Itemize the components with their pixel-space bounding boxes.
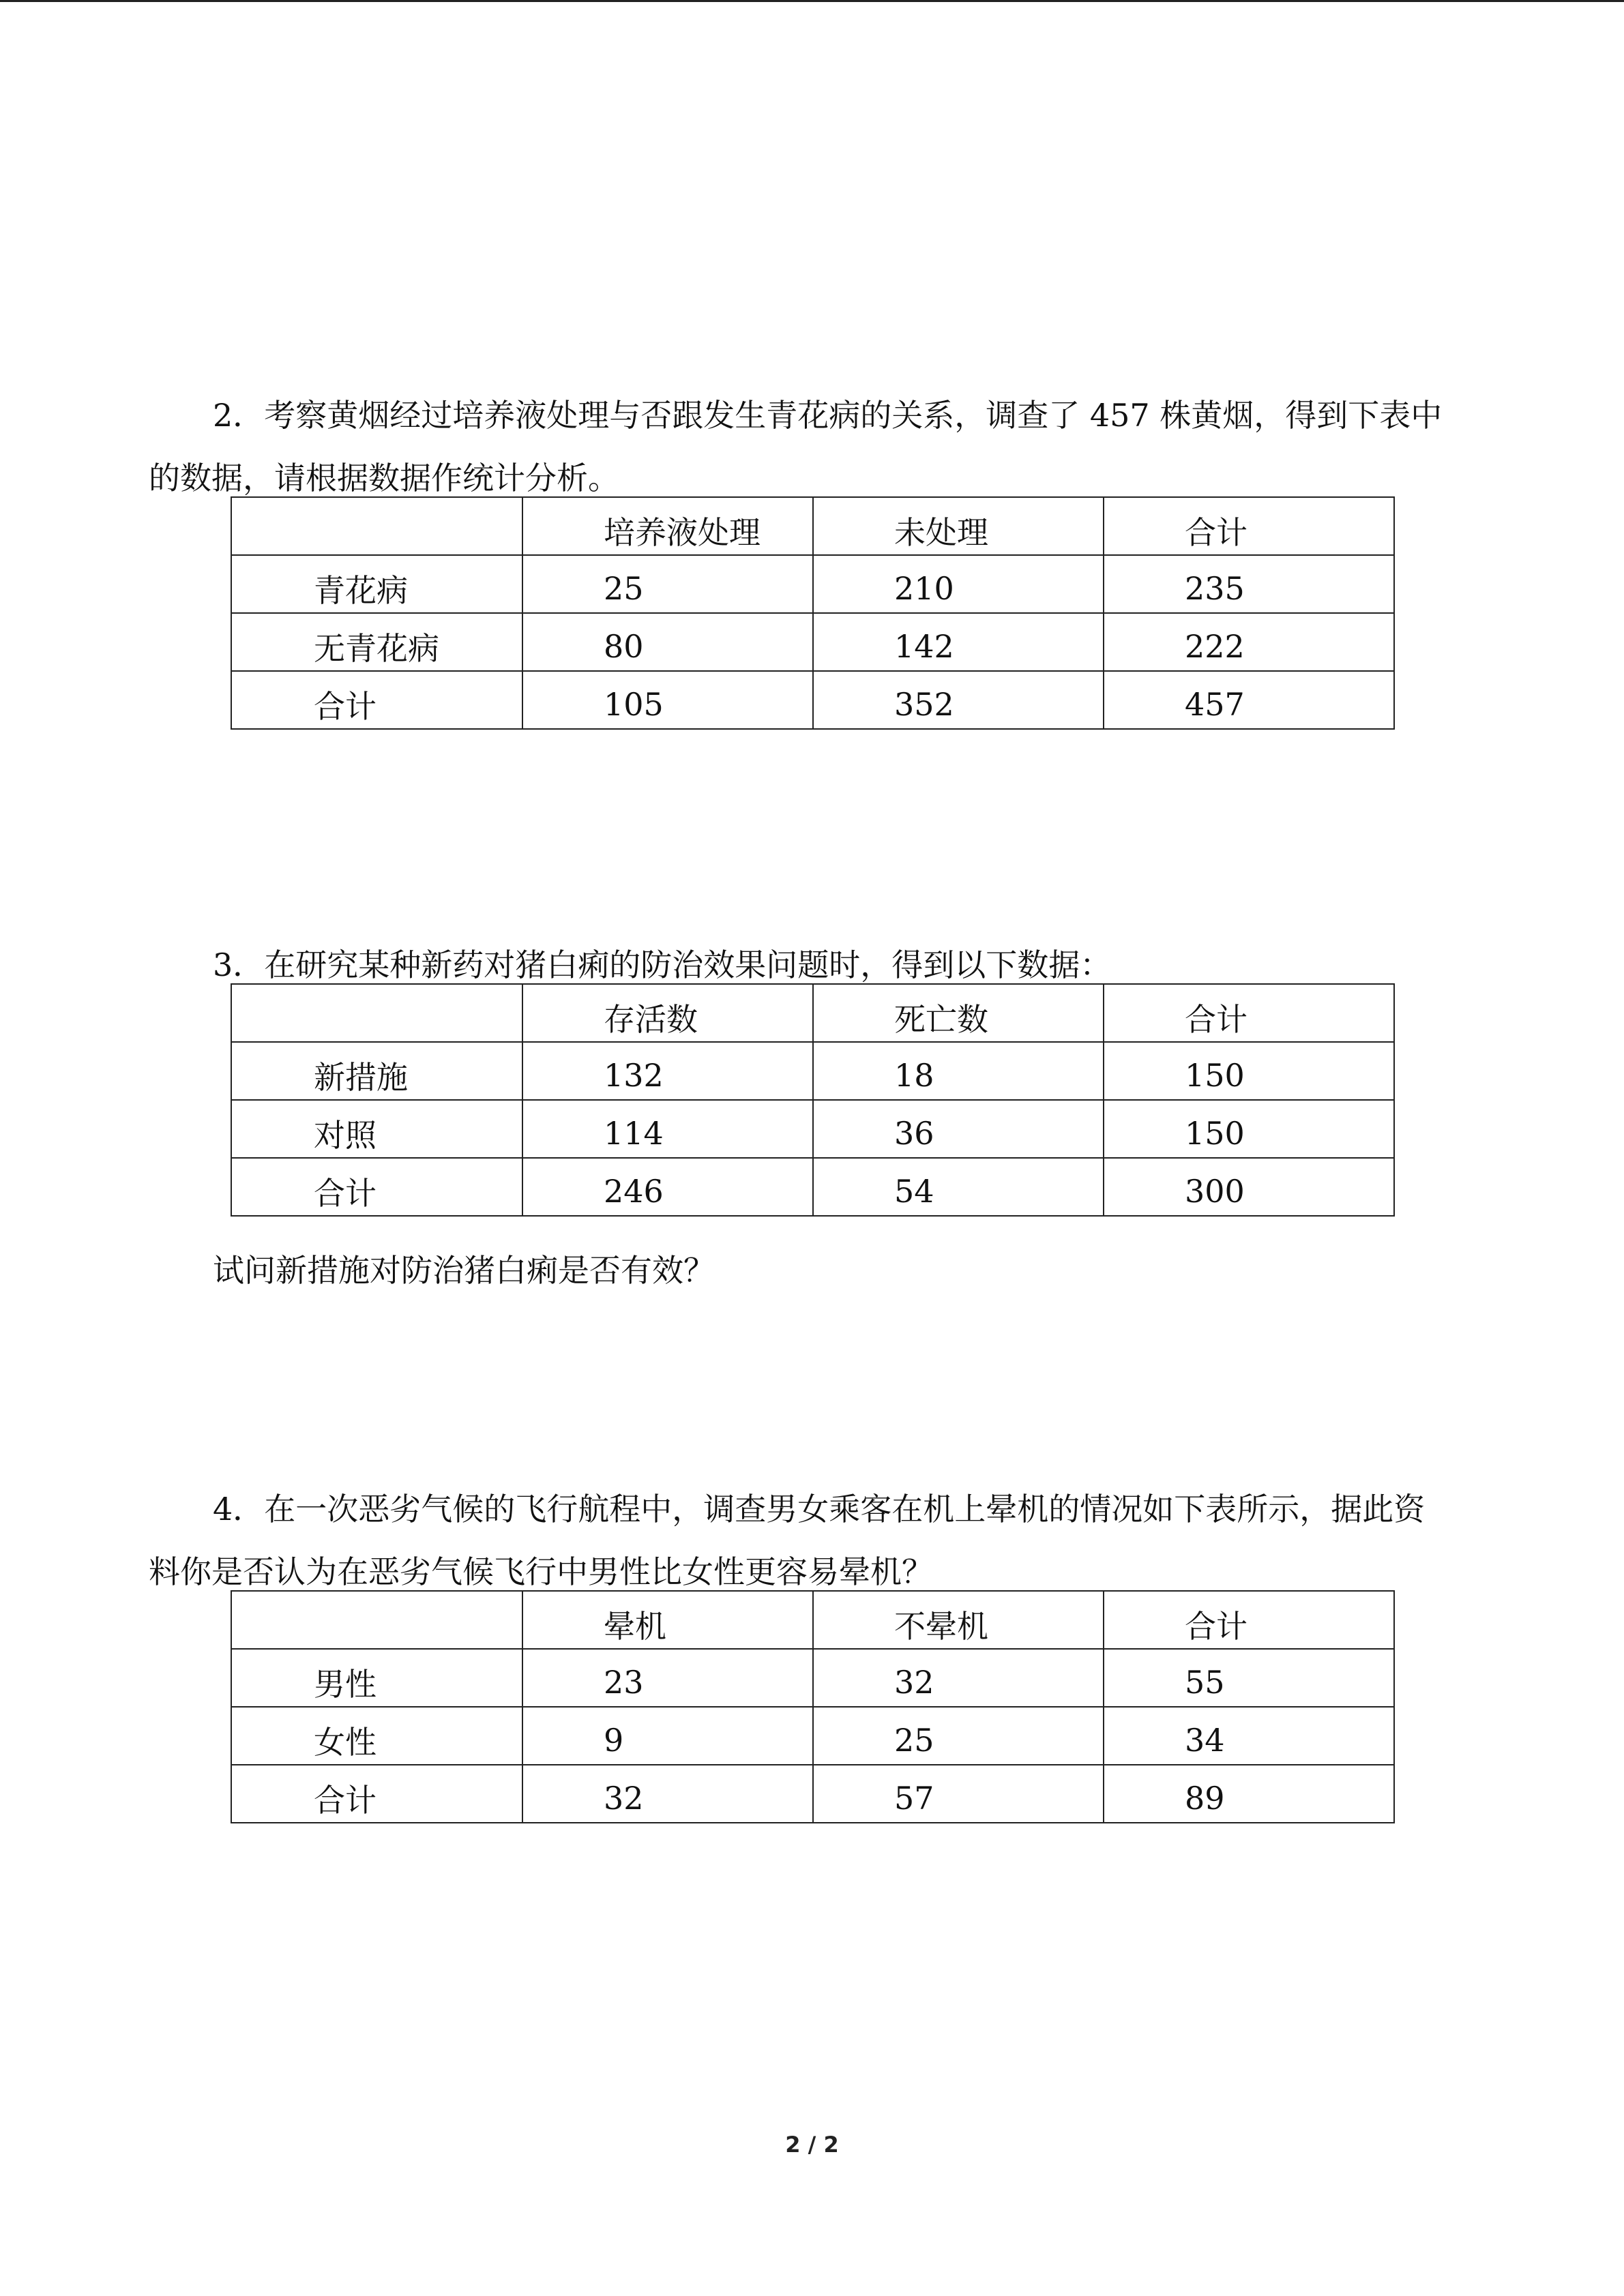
table-cell: 32	[813, 1649, 1104, 1707]
table-cell: 89	[1104, 1765, 1394, 1823]
table-cell: 55	[1104, 1649, 1394, 1707]
table-cell: 150	[1104, 1042, 1394, 1100]
table-header-cell: 培养液处理	[522, 497, 813, 555]
table-header-cell: 未处理	[813, 497, 1104, 555]
table-cell: 32	[522, 1765, 813, 1823]
table-cell: 352	[813, 671, 1104, 729]
table-cell: 105	[522, 671, 813, 729]
table-cell: 80	[522, 613, 813, 671]
table-header-cell: 合计	[1104, 497, 1394, 555]
table-cell: 114	[522, 1100, 813, 1158]
row-label-cell: 合计	[231, 671, 522, 729]
table-header-cell: 死亡数	[813, 984, 1104, 1042]
q3-text-line-1: 3．在研究某种新药对猪白痢的防治效果问题时，得到以下数据：	[213, 946, 1112, 983]
table-cell: 57	[813, 1765, 1104, 1823]
table-header-row	[231, 984, 1394, 1042]
row-label-cell: 对照	[231, 1100, 522, 1158]
q3-question: 试问新措施对防治猪白痢是否有效？	[213, 1252, 715, 1289]
table-row	[231, 1649, 1394, 1707]
row-label-cell: 无青花病	[231, 613, 522, 671]
row-label-cell: 青花病	[231, 555, 522, 613]
q4-table	[231, 1590, 1395, 1823]
table-cell: 457	[1104, 671, 1394, 729]
q4-text-line-1: 4．在一次恶劣气候的飞行航程中，调查男女乘客在机上晕机的情况如下表所示，据此资	[213, 1491, 1426, 1527]
q2-text-line-1: 2．考察黄烟经过培养液处理与否跟发生青花病的关系，调查了 457 株黄烟，得到下表中	[213, 397, 1443, 434]
row-label-cell: 女性	[231, 1707, 522, 1765]
row-label-cell: 男性	[231, 1649, 522, 1707]
table-header-row	[231, 497, 1394, 555]
table-header-row	[231, 1591, 1394, 1649]
q4-text-line-2: 料你是否认为在恶劣气候飞行中男性比女性更容易晕机？	[149, 1553, 933, 1590]
table-cell: 132	[522, 1042, 813, 1100]
table-header-cell	[231, 1591, 522, 1649]
row-label-cell: 合计	[231, 1765, 522, 1823]
table-row	[231, 555, 1394, 613]
table-row	[231, 1158, 1394, 1216]
table-cell: 34	[1104, 1707, 1394, 1765]
table-cell: 300	[1104, 1158, 1394, 1216]
table-header-cell: 合计	[1104, 1591, 1394, 1649]
table-cell: 222	[1104, 613, 1394, 671]
table-row	[231, 613, 1394, 671]
table-cell: 23	[522, 1649, 813, 1707]
table-row	[231, 1707, 1394, 1765]
table-row	[231, 1765, 1394, 1823]
table-cell: 210	[813, 555, 1104, 613]
table-cell: 25	[522, 555, 813, 613]
table-cell: 235	[1104, 555, 1394, 613]
row-label-cell: 新措施	[231, 1042, 522, 1100]
table-cell: 36	[813, 1100, 1104, 1158]
table-cell: 142	[813, 613, 1104, 671]
table-header-cell	[231, 984, 522, 1042]
table-header-cell: 不晕机	[813, 1591, 1104, 1649]
q2-text-line-2: 的数据，请根据数据作统计分析。	[149, 460, 619, 496]
q3-table	[231, 983, 1395, 1217]
table-row	[231, 671, 1394, 729]
table-header-cell: 合计	[1104, 984, 1394, 1042]
table-cell: 9	[522, 1707, 813, 1765]
table-row	[231, 1042, 1394, 1100]
table-cell: 25	[813, 1707, 1104, 1765]
table-row	[231, 1100, 1394, 1158]
table-cell: 54	[813, 1158, 1104, 1216]
table-cell: 18	[813, 1042, 1104, 1100]
table-cell: 150	[1104, 1100, 1394, 1158]
table-header-cell: 晕机	[522, 1591, 813, 1649]
page-top-border	[0, 0, 1624, 2]
q2-table	[231, 496, 1395, 730]
row-label-cell: 合计	[231, 1158, 522, 1216]
page-number: 2 / 2	[785, 2132, 839, 2158]
table-header-cell	[231, 497, 522, 555]
table-header-cell: 存活数	[522, 984, 813, 1042]
table-cell: 246	[522, 1158, 813, 1216]
